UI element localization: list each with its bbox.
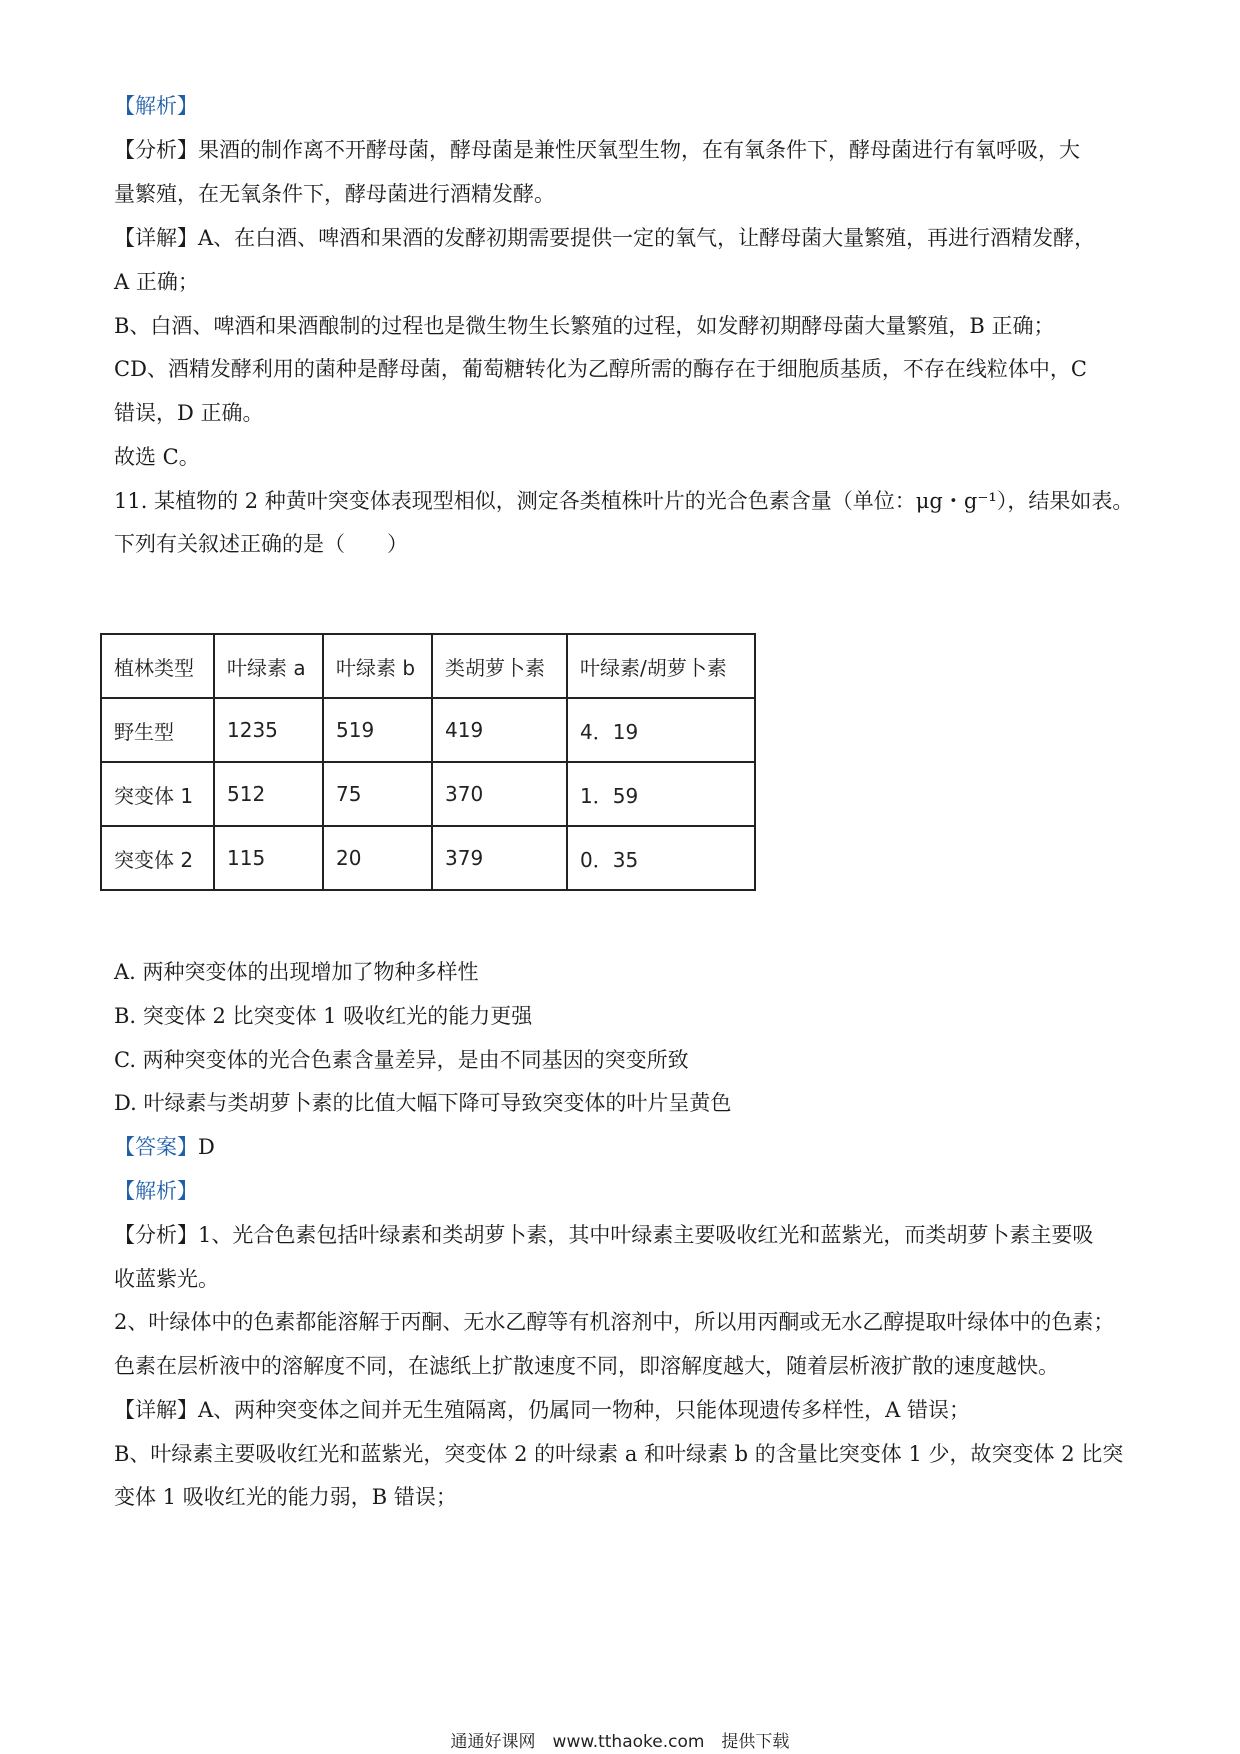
analysis-heading: 【解析】 bbox=[114, 1179, 198, 1203]
table-cell: 叶绿素 b bbox=[323, 634, 432, 698]
footer-source: 通通好课网 www.tthaoke.com 提供下载 bbox=[450, 1732, 790, 1752]
paragraph-line: 【详解】A、两种突变体之间并无生殖隔离，仍属同一物种，只能体现遗传多样性，A 错误； bbox=[114, 1398, 971, 1422]
option-c: C. 两种突变体的光合色素含量差异，是由不同基因的突变所致 bbox=[114, 1048, 689, 1072]
table-cell: 1．59 bbox=[567, 762, 755, 826]
table-cell: 75 bbox=[323, 762, 432, 826]
answer-tag: 【答案】 bbox=[114, 1135, 198, 1159]
pigment-table bbox=[100, 633, 756, 891]
table-cell: 叶绿素/胡萝卜素 bbox=[567, 634, 755, 698]
table-row bbox=[101, 826, 755, 890]
answer-value: D bbox=[198, 1135, 215, 1159]
paragraph-line: 2、叶绿体中的色素都能溶解于丙酮、无水乙醇等有机溶剂中，所以用丙酮或无水乙醇提取叶绿体中的色素； bbox=[114, 1310, 1115, 1334]
paragraph-line: 收蓝紫光。 bbox=[114, 1267, 219, 1291]
table-cell: 370 bbox=[432, 762, 567, 826]
paragraph-line: 【分析】果酒的制作离不开酵母菌，酵母菌是兼性厌氧型生物，在有氧条件下，酵母菌进行有氧呼吸，大 bbox=[114, 138, 1080, 162]
table-header-row bbox=[101, 634, 755, 698]
table-cell: 野生型 bbox=[101, 698, 214, 762]
paragraph-line: 【详解】A、在白酒、啤酒和果酒的发酵初期需要提供一定的氧气，让酵母菌大量繁殖，再进行酒精发酵， bbox=[114, 226, 1096, 250]
table-cell: 419 bbox=[432, 698, 567, 762]
table-cell: 突变体 2 bbox=[101, 826, 214, 890]
question-stem: 11. 某植物的 2 种黄叶突变体表现型相似，测定各类植株叶片的光合色素含量（单位：μg・g⁻¹），结果如表。 bbox=[114, 489, 1134, 513]
table-cell: 512 bbox=[214, 762, 323, 826]
paragraph-line: 色素在层析液中的溶解度不同，在滤纸上扩散速度不同，即溶解度越大，随着层析液扩散的速度越快。 bbox=[114, 1354, 1059, 1378]
paragraph-line: 错误，D 正确。 bbox=[114, 401, 264, 425]
paragraph-line: B、叶绿素主要吸收红光和蓝紫光，突变体 2 的叶绿素 a 和叶绿素 b 的含量比突变体 1 少，故突变体 2 比突 bbox=[114, 1442, 1124, 1466]
option-b: B. 突变体 2 比突变体 1 吸收红光的能力更强 bbox=[114, 1004, 533, 1028]
paragraph-line: 【分析】1、光合色素包括叶绿素和类胡萝卜素，其中叶绿素主要吸收红光和蓝紫光，而类胡萝卜素主要吸 bbox=[114, 1223, 1094, 1247]
table-cell: 植林类型 bbox=[101, 634, 214, 698]
table-row bbox=[101, 762, 755, 826]
table-cell: 叶绿素 a bbox=[214, 634, 323, 698]
option-d: D. 叶绿素与类胡萝卜素的比值大幅下降可导致突变体的叶片呈黄色 bbox=[114, 1091, 732, 1115]
paragraph-line: 变体 1 吸收红光的能力弱，B 错误； bbox=[114, 1485, 457, 1509]
question-stem: 下列有关叙述正确的是（ ） bbox=[114, 532, 408, 556]
analysis-heading: 【解析】 bbox=[114, 94, 198, 118]
table-cell: 1235 bbox=[214, 698, 323, 762]
table-cell: 突变体 1 bbox=[101, 762, 214, 826]
paragraph-line: B、白酒、啤酒和果酒酿制的过程也是微生物生长繁殖的过程，如发酵初期酵母菌大量繁殖，B 正确； bbox=[114, 314, 1055, 338]
table-cell: 20 bbox=[323, 826, 432, 890]
table-cell: 379 bbox=[432, 826, 567, 890]
table-cell: 519 bbox=[323, 698, 432, 762]
table-row bbox=[101, 698, 755, 762]
table-cell: 0．35 bbox=[567, 826, 755, 890]
table-cell: 4．19 bbox=[567, 698, 755, 762]
answer-line bbox=[114, 1132, 215, 1162]
table-cell: 115 bbox=[214, 826, 323, 890]
option-a: A. 两种突变体的出现增加了物种多样性 bbox=[114, 960, 479, 984]
table-cell: 类胡萝卜素 bbox=[432, 634, 567, 698]
paragraph-line: 量繁殖，在无氧条件下，酵母菌进行酒精发酵。 bbox=[114, 182, 555, 206]
paragraph-line: CD、酒精发酵利用的菌种是酵母菌，葡萄糖转化为乙醇所需的酶存在于细胞质基质，不存在线粒体中，C bbox=[114, 357, 1087, 381]
paragraph-line: 故选 C。 bbox=[114, 445, 200, 469]
paragraph-line: A 正确； bbox=[114, 270, 199, 294]
